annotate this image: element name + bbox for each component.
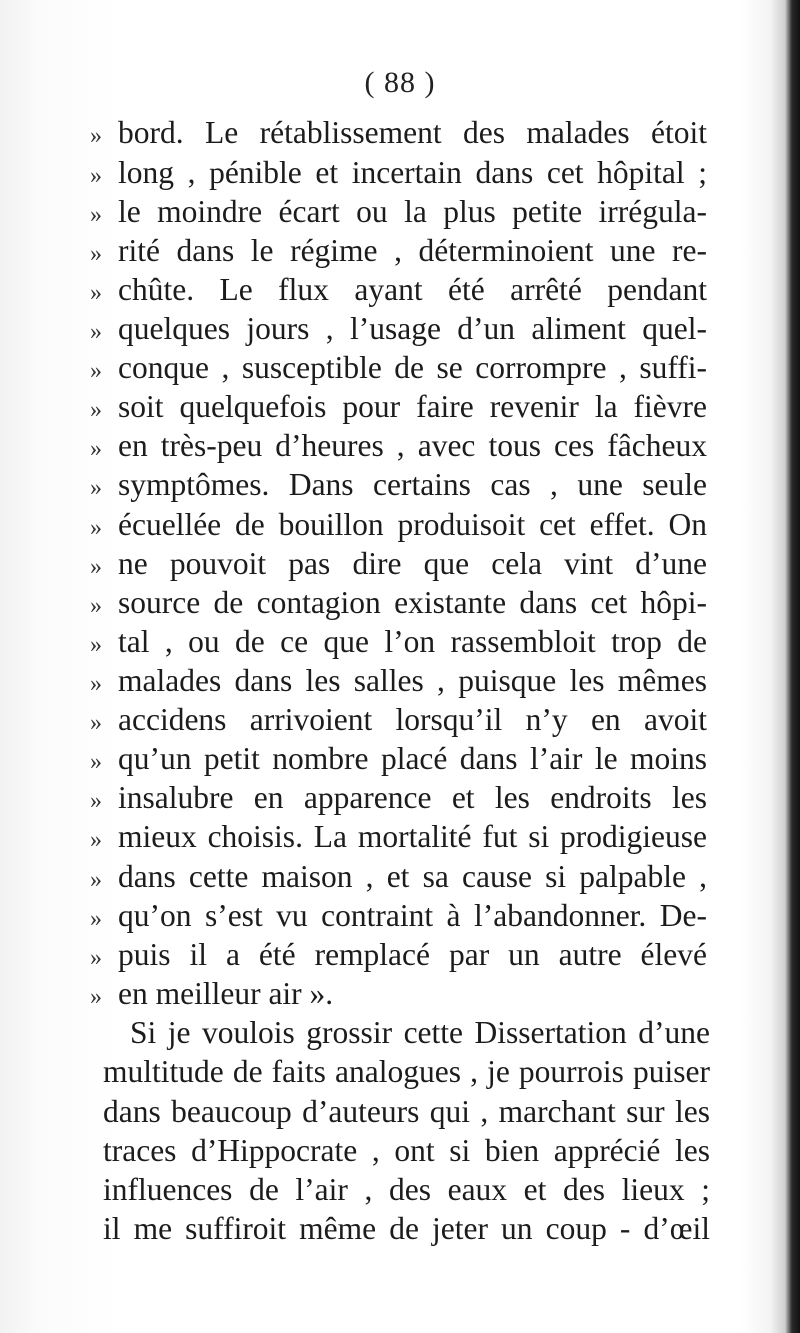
quote-mark: » [90, 475, 102, 501]
paragraph-line-4: traces d’Hippocrate , ont si bien apprécié les [103, 1133, 710, 1168]
quoted-line-8 [90, 391, 707, 423]
quoted-line-text: symptômes. Dans certains cas , une seule [118, 467, 707, 502]
quote-mark: » [90, 984, 102, 1010]
quote-mark: » [90, 827, 102, 853]
quoted-line-11 [90, 509, 707, 541]
quoted-line-18 [90, 782, 707, 814]
quoted-line-17 [90, 743, 707, 775]
quote-mark: » [90, 788, 102, 814]
quote-mark: » [90, 945, 102, 971]
quote-mark: » [90, 241, 102, 267]
quoted-line-1 [90, 117, 707, 149]
quote-mark: » [90, 554, 102, 580]
quoted-line-text: chûte. Le flux ayant été arrêté pendant [118, 272, 707, 307]
paragraph-line-6: il me suffiroit même de jeter un coup - d’œil [103, 1211, 710, 1246]
quote-mark: » [90, 397, 102, 423]
quoted-line-text: tal , ou de ce que l’on rassembloit trop de [118, 624, 707, 659]
quote-mark: » [90, 632, 102, 658]
quoted-line-text: puis il a été remplacé par un autre élevé [118, 937, 707, 972]
quoted-line-text: malades dans les salles , puisque les mêmes [118, 663, 707, 698]
quoted-line-12 [90, 548, 707, 580]
quoted-line-13 [90, 587, 707, 619]
quoted-line-19 [90, 821, 707, 853]
quoted-line-5 [90, 274, 707, 306]
quoted-line-text: ne pouvoit pas dire que cela vint d’une [118, 546, 707, 581]
quote-mark: » [90, 906, 102, 932]
quote-mark: » [90, 710, 102, 736]
quote-mark: » [90, 202, 102, 228]
quoted-line-2 [90, 157, 707, 189]
quote-mark: » [90, 671, 102, 697]
quoted-line-22 [90, 939, 707, 971]
quote-mark: » [90, 593, 102, 619]
quoted-line-text: source de contagion existante dans cet hôpi- [118, 585, 707, 620]
page-number: ( 88 ) [364, 66, 436, 99]
quoted-line-10 [90, 469, 707, 501]
quoted-line-21 [90, 900, 707, 932]
paragraph-line-3: dans beaucoup d’auteurs qui , marchant sur les [103, 1094, 710, 1129]
quoted-line-text: bord. Le rétablissement des malades étoit [118, 115, 707, 150]
quoted-line-23 [90, 978, 707, 1010]
quote-mark: » [90, 358, 102, 384]
quoted-line-text: le moindre écart ou la plus petite irrégula- [118, 194, 707, 229]
quote-mark: » [90, 319, 102, 345]
quoted-line-text: conque , susceptible de se corrompre , suffi- [118, 350, 707, 385]
quote-mark: » [90, 749, 102, 775]
quoted-line-text: mieux choisis. La mortalité fut si prodigieuse [118, 819, 707, 854]
quoted-line-text: rité dans le régime , déterminoient une re- [118, 233, 707, 268]
quoted-line-text: long , pénible et incertain dans cet hôpital ; [118, 155, 707, 190]
quoted-line-text: accidens arrivoient lorsqu’il n’y en avoit [118, 702, 707, 737]
quote-mark: » [90, 436, 102, 462]
quote-mark: » [90, 867, 102, 893]
quoted-line-text: soit quelquefois pour faire revenir la fièvre [118, 389, 707, 424]
quoted-line-16 [90, 704, 707, 736]
quoted-line-text: écuellée de bouillon produisoit cet effet. On [118, 507, 707, 542]
quote-mark: » [90, 163, 102, 189]
quoted-line-text: insalubre en apparence et les endroits les [118, 780, 707, 815]
quoted-line-text: qu’on s’est vu contraint à l’abandonner. De- [118, 898, 707, 933]
quote-mark: » [90, 515, 102, 541]
paragraph-line-5: influences de l’air , des eaux et des lieux ; [103, 1172, 710, 1207]
quoted-line-6 [90, 313, 707, 345]
quoted-line-text: en meilleur air ». [118, 976, 334, 1011]
quoted-line-15 [90, 665, 707, 697]
quote-mark: » [90, 280, 102, 306]
paragraph-line-2: multitude de faits analogues , je pourrois puiser [103, 1054, 710, 1089]
quoted-line-14 [90, 626, 707, 658]
quoted-line-text: qu’un petit nombre placé dans l’air le moins [118, 741, 707, 776]
quoted-line-20 [90, 861, 707, 893]
quoted-line-7 [90, 352, 707, 384]
paragraph-line-1: Si je voulois grossir cette Dissertation d’une [130, 1015, 710, 1050]
quoted-line-text: en très-peu d’heures , avec tous ces fâcheux [118, 428, 707, 463]
quoted-line-4 [90, 235, 707, 267]
quote-mark: » [90, 123, 102, 149]
quoted-line-3 [90, 196, 707, 228]
quoted-line-text: dans cette maison , et sa cause si palpable , [118, 859, 707, 894]
quoted-line-9 [90, 430, 707, 462]
quoted-line-text: quelques jours , l’usage d’un aliment quel- [118, 311, 707, 346]
